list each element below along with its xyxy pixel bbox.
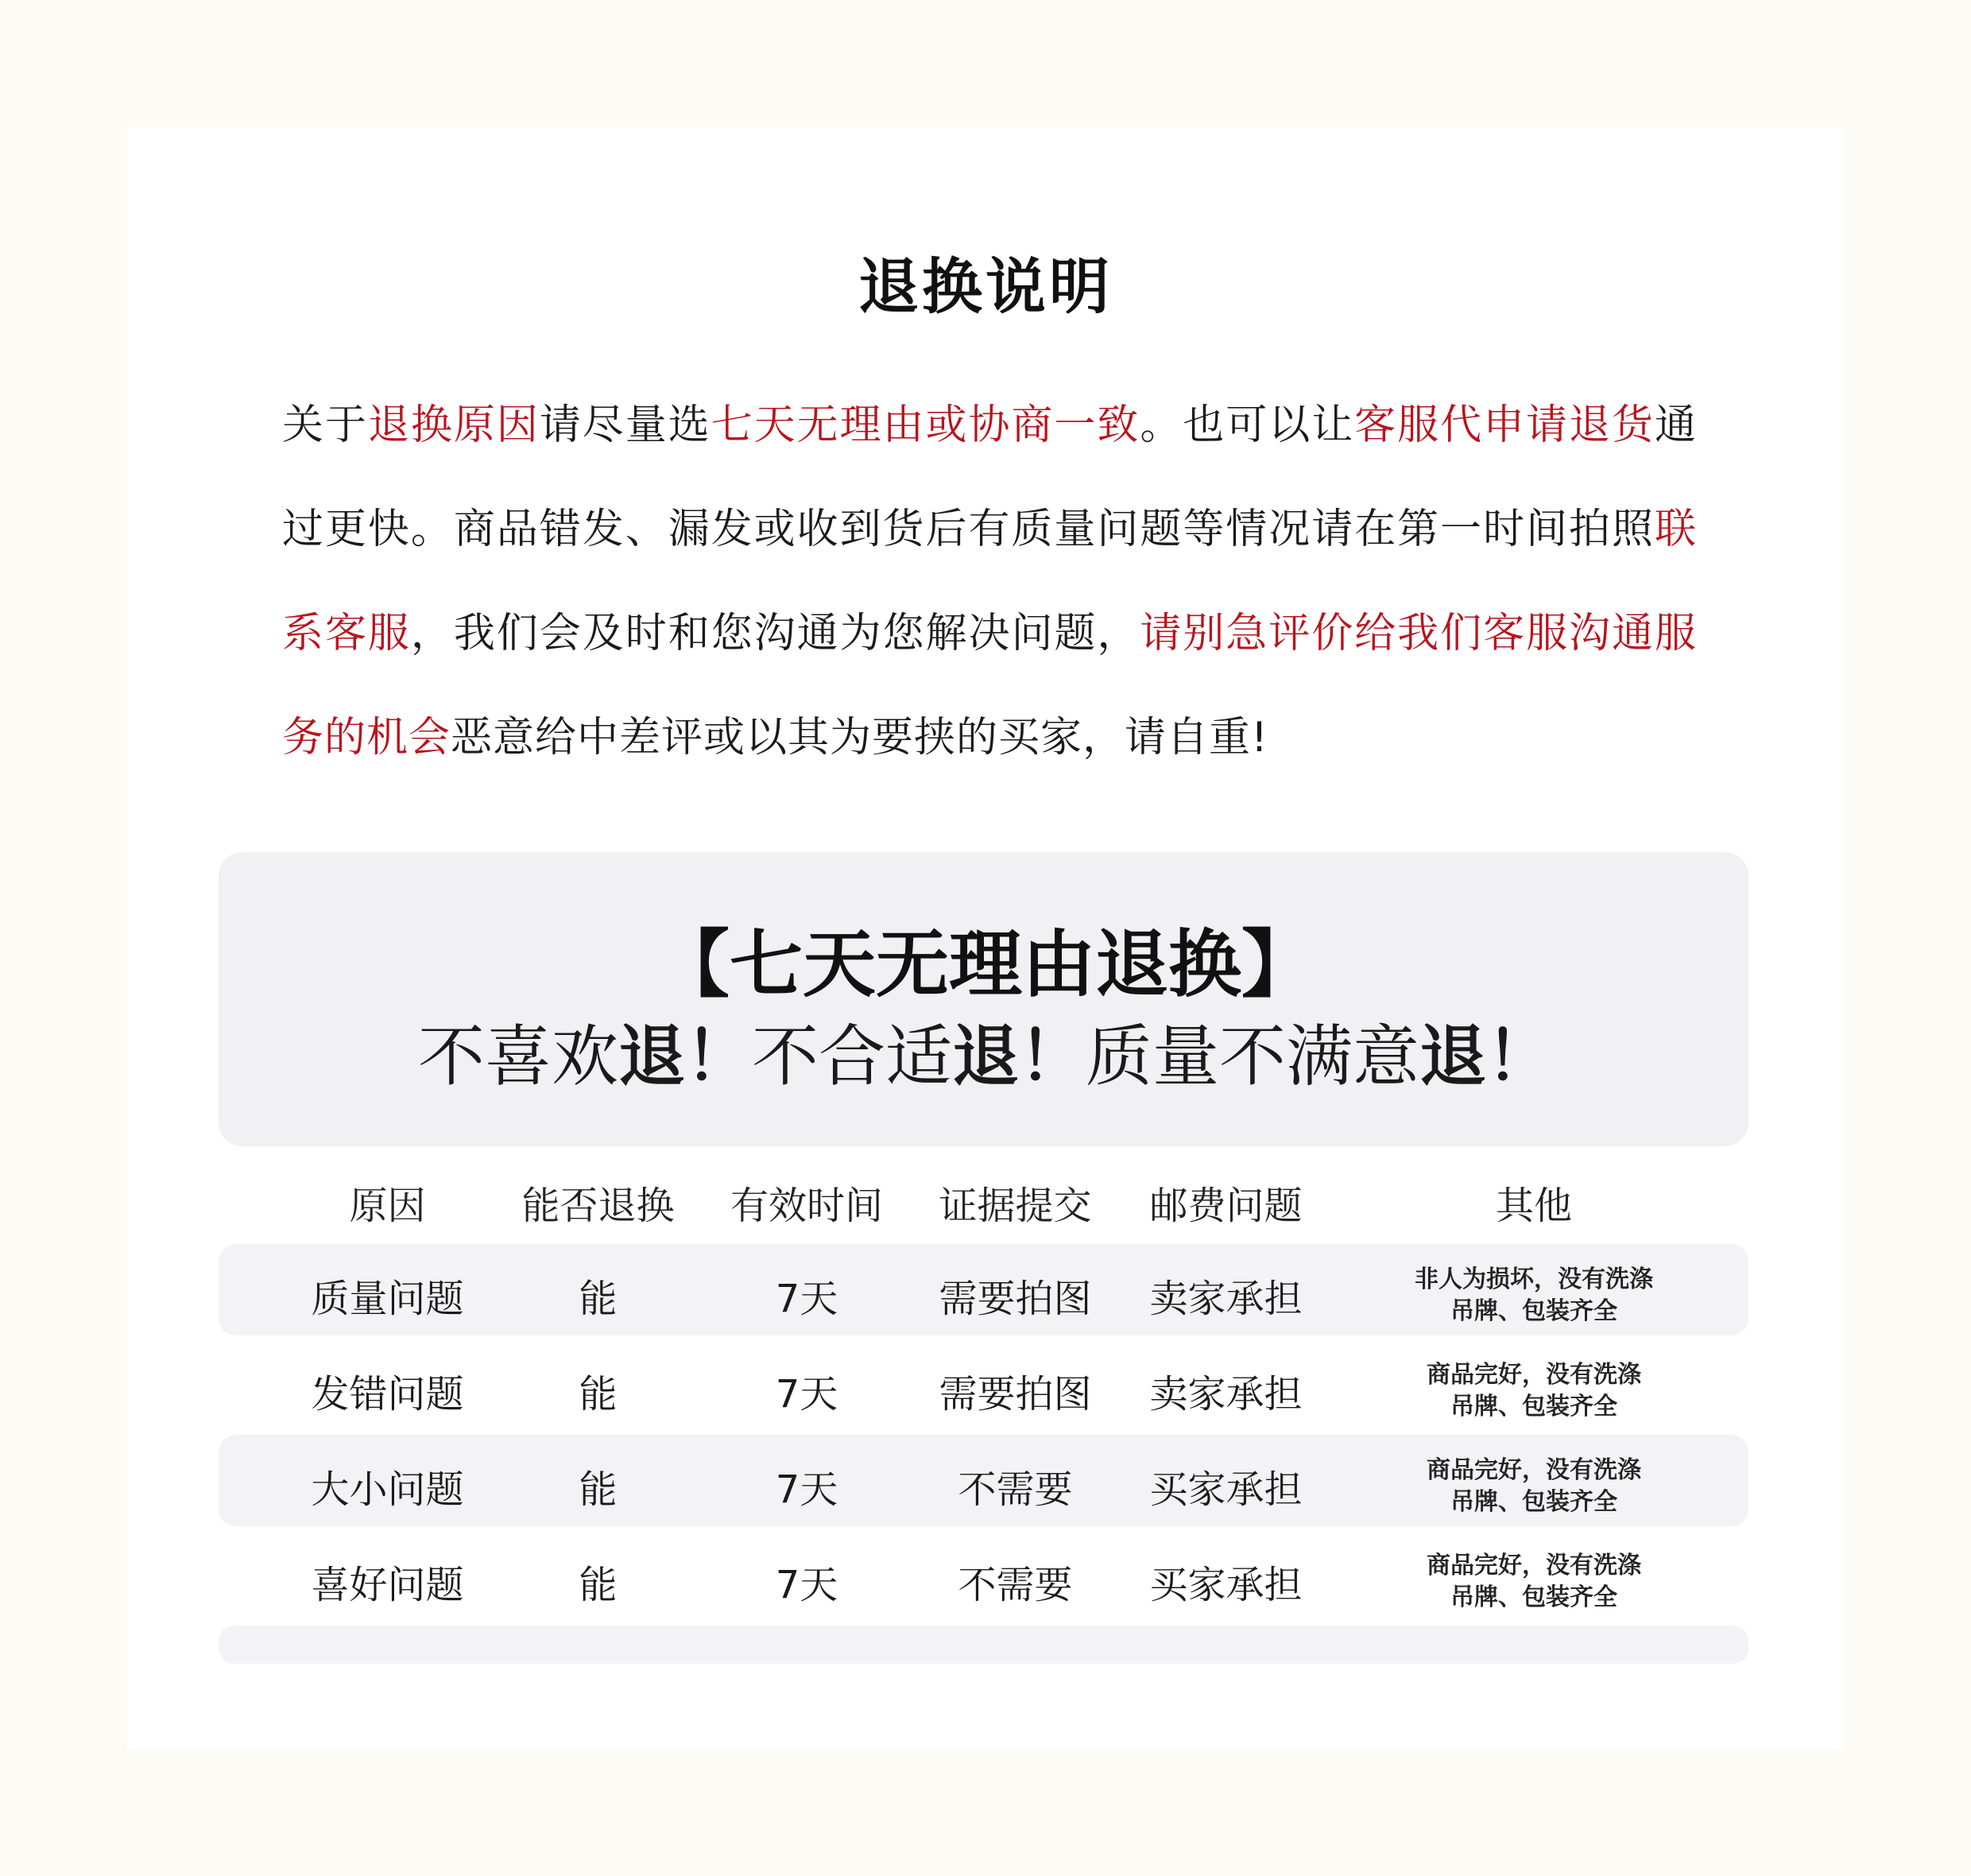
highlight-text: 退换原因 (367, 401, 540, 449)
other-line-1: 商品完好，没有洗涤 (1427, 1455, 1641, 1484)
body-text: ，我们会及时和您沟通为您解决问题， (410, 610, 1140, 657)
slogan-emphasis: 退！ (1419, 1017, 1554, 1095)
cell-reason: 质量问题 (311, 1277, 464, 1321)
cell-returnable: 能 (579, 1372, 618, 1417)
other-line-2: 吊牌、包装齐全 (1450, 1297, 1617, 1325)
cell-shipping: 卖家承担 (1149, 1277, 1303, 1321)
banner-slogan (0, 1003, 1971, 1099)
cell-other (1331, 1250, 1737, 1341)
other-line-2: 吊牌、包装齐全 (1450, 1392, 1617, 1421)
slogan-emphasis: 退！ (618, 1017, 752, 1095)
header-shipping: 邮费问题 (1149, 1184, 1303, 1228)
body-text: 。也可以让 (1140, 401, 1355, 449)
slogan-text: 不喜欢 (417, 1017, 618, 1095)
cell-returnable: 能 (579, 1277, 618, 1321)
table-row (0, 1440, 1971, 1532)
highlight-text: 七天无理由或协商一致 (711, 401, 1140, 449)
cell-shipping: 买家承担 (1149, 1467, 1303, 1512)
return-policy-text (282, 374, 1697, 790)
cell-other (1331, 1345, 1737, 1436)
cell-valid-time: 7天 (775, 1372, 838, 1417)
highlight-text: 联系客服 (282, 506, 1697, 657)
table-row (0, 1250, 1971, 1341)
cell-returnable: 能 (579, 1563, 618, 1607)
cell-evidence: 需要拍图 (939, 1277, 1092, 1321)
header-returnable: 能否退换 (521, 1184, 675, 1228)
body-text: 请尽量选 (539, 401, 711, 449)
cell-reason: 发错问题 (311, 1372, 464, 1417)
slogan-emphasis: 退！ (952, 1017, 1086, 1095)
other-line-2: 吊牌、包装齐全 (1450, 1583, 1617, 1611)
cell-shipping: 买家承担 (1149, 1563, 1303, 1607)
header-valid-time: 有效时间 (730, 1184, 883, 1228)
other-line-2: 吊牌、包装齐全 (1450, 1487, 1617, 1516)
table-row-bg (219, 1626, 1748, 1664)
slogan-text: 质量不满意 (1086, 1017, 1420, 1095)
highlight-text: 请别急评价给我们客服沟通服务的机会 (282, 610, 1697, 762)
header-evidence: 证据提交 (939, 1184, 1092, 1228)
highlight-text: 客服代申请退货 (1354, 401, 1655, 449)
body-text: 通过更快。商品错发、漏发或收到货后有质量问题等情况请在第一时间拍照 (282, 401, 1697, 553)
header-other: 其他 (1495, 1184, 1572, 1228)
cell-evidence: 不需要 (958, 1563, 1073, 1607)
banner-title: 【七天无理由退换】 (656, 922, 1315, 1007)
table-row (0, 1345, 1971, 1436)
body-text: 关于 (282, 401, 368, 449)
body-text: 恶意给中差评或以其为要挟的买家，请自重! (451, 714, 1268, 762)
cell-returnable: 能 (579, 1467, 618, 1512)
slogan-text: 不合适 (751, 1017, 952, 1095)
other-line-1: 商品完好，没有洗涤 (1427, 1551, 1641, 1579)
table-row (0, 1536, 1971, 1627)
table-header (0, 1157, 1971, 1248)
cell-valid-time: 7天 (775, 1467, 838, 1512)
cell-evidence: 需要拍图 (939, 1372, 1092, 1417)
cell-valid-time: 7天 (775, 1563, 838, 1607)
header-reason: 原因 (349, 1184, 426, 1228)
cell-shipping: 卖家承担 (1149, 1372, 1303, 1417)
page-title: 退换说明 (858, 251, 1113, 322)
cell-other (1331, 1536, 1737, 1627)
cell-reason: 喜好问题 (311, 1563, 464, 1607)
other-line-1: 商品完好，没有洗涤 (1427, 1360, 1641, 1389)
cell-reason: 大小问题 (311, 1467, 464, 1512)
other-line-1: 非人为损坏，没有洗涤 (1415, 1265, 1653, 1293)
cell-evidence: 不需要 (958, 1467, 1073, 1512)
cell-other (1331, 1440, 1737, 1532)
cell-valid-time: 7天 (775, 1277, 838, 1321)
